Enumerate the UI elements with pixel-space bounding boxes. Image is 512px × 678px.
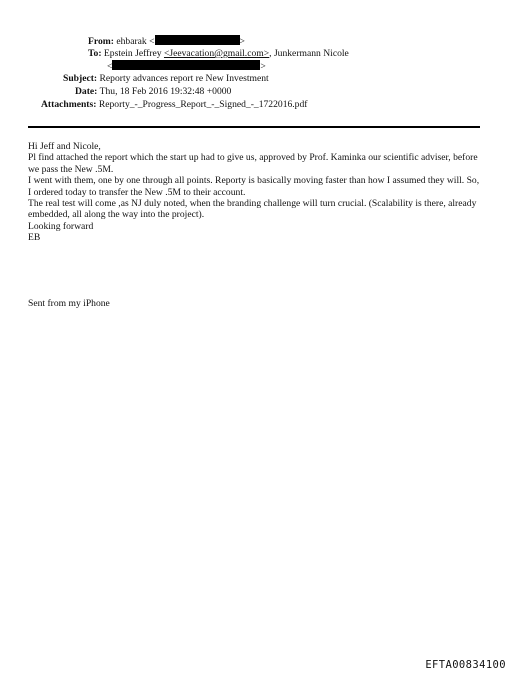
from-label: From: <box>88 36 114 47</box>
subject-label: Subject: <box>63 73 98 84</box>
attachment-link[interactable]: Reporty_-_Progress_Report_-_Signed_-_1722016.pdf <box>98 99 308 110</box>
body-line: Hi Jeff and Nicole, <box>28 141 101 152</box>
subject-value: Reporty advances report re New Investment <box>99 73 269 84</box>
to-label: To: <box>88 48 102 59</box>
attachments-label: Attachments: <box>41 99 97 110</box>
email-body <box>28 141 484 244</box>
to-row <box>88 48 349 60</box>
date-value: Thu, 18 Feb 2016 19:32:48 +0000 <box>99 86 232 97</box>
to-line2-close: > <box>260 61 266 72</box>
to-line2-open: < <box>107 61 113 72</box>
header-divider <box>28 126 480 128</box>
body-line: EB <box>28 232 41 244</box>
document-id: EFTA00834100 <box>425 659 506 671</box>
subject-row <box>63 73 269 85</box>
redaction-block <box>112 60 260 70</box>
date-label: Date: <box>75 86 98 97</box>
body-line: Looking forward <box>28 220 94 232</box>
attachments-row <box>41 99 307 111</box>
body-line: I went with them, one by one through all points. Reporty is basically moving faster than how I assumed they will. So, I ordered today to transfer the New .5M to their account. <box>28 175 480 198</box>
body-line: Pl find attached the report which the start up had to give us, approved by Prof. Kaminka our scientific adviser, before we pass the New .5M. <box>28 152 478 175</box>
to-email-link[interactable]: <Jeevacation@gmail.com> <box>163 48 270 59</box>
to-rest: , Junkermann Nicole <box>269 48 349 59</box>
redaction-block <box>155 35 240 45</box>
from-tail: > <box>239 36 245 47</box>
to-row-continued <box>107 60 266 73</box>
from-value: ehbarak < <box>116 36 155 47</box>
email-signature: Sent from my iPhone <box>28 298 110 309</box>
body-line: The real test will come ,as NJ duly noted, when the branding challenge will turn crucial. (Scalability is there, already embedded, all along the way into the project). <box>28 198 477 221</box>
to-addressee: Epstein Jeffrey <box>103 48 162 59</box>
from-row <box>88 35 245 48</box>
date-row <box>75 86 231 98</box>
